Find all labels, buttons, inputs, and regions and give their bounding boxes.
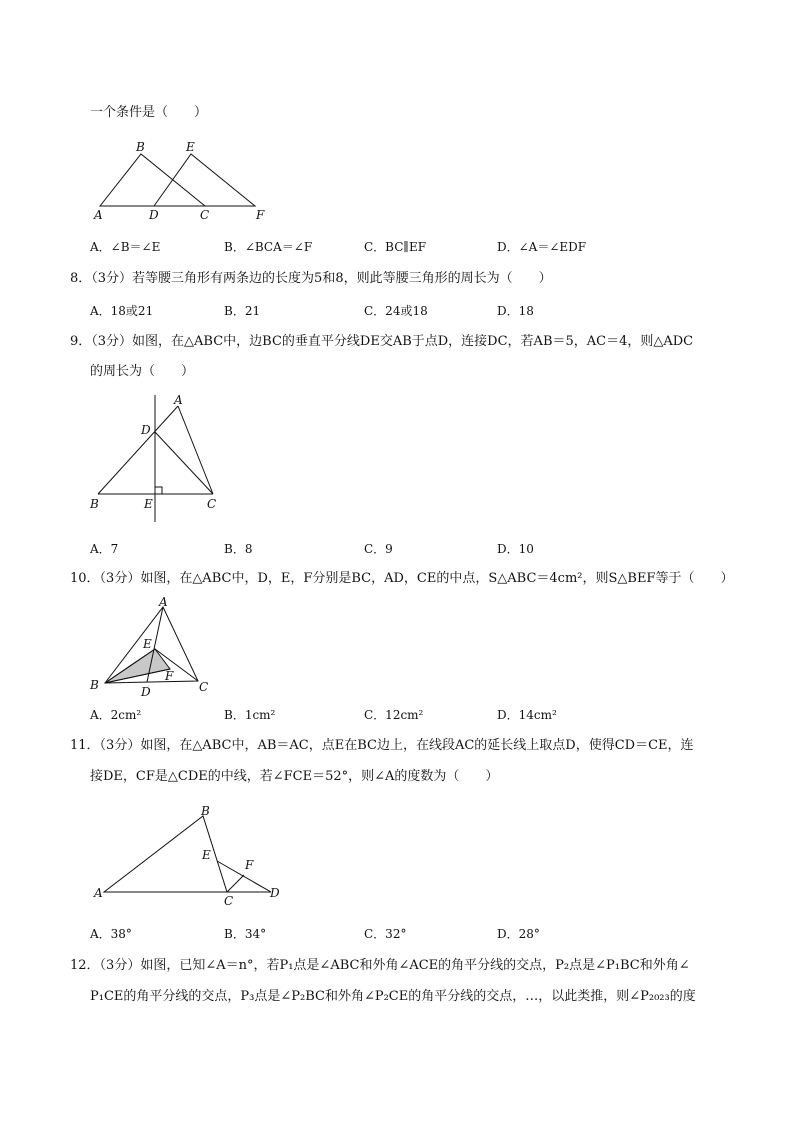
label-D: D	[149, 208, 159, 222]
label-C: C	[200, 208, 210, 222]
q9-option-a[interactable]: A．7	[90, 542, 119, 556]
label-D: D	[141, 423, 151, 437]
q10-option-c[interactable]: C．12cm²	[364, 708, 424, 722]
q8-option-c[interactable]: C．24或18	[364, 304, 428, 318]
label-A: A	[159, 595, 168, 609]
label-A: A	[174, 393, 183, 407]
label-F: F	[256, 208, 265, 222]
q11-option-b[interactable]: B．34°	[224, 927, 267, 941]
q9-option-d[interactable]: D．10	[497, 542, 534, 556]
q9-text-line1: 9．（3分）如图，在△ABC中，边BC的垂直平分线DE交AB于点D，连接DC，若AB＝5，AC＝4，则△ADC	[70, 334, 694, 349]
q10-text: 10．（3分）如图，在△ABC中，D，E，F分别是BC，AD，CE的中点，S△ABC＝4cm²，则S△BEF等于（ ）	[70, 571, 734, 586]
q7-option-c[interactable]: C．BC∥EF	[364, 240, 427, 254]
q7-figure	[90, 135, 290, 225]
q10-option-b[interactable]: B．1cm²	[224, 708, 276, 722]
q11-option-a[interactable]: A．38°	[90, 927, 132, 941]
q9-text-line2: 的周长为（ ）	[90, 364, 195, 379]
q8-text: 8．（3分）若等腰三角形有两条边的长度为5和8，则此等腰三角形的周长为（ ）	[70, 271, 552, 286]
label-B: B	[136, 140, 145, 154]
median-cf	[227, 875, 244, 892]
segment-dc	[155, 432, 213, 494]
q8-option-b[interactable]: B．21	[224, 304, 261, 318]
q11-option-c[interactable]: C．32°	[364, 927, 407, 941]
q7-option-a[interactable]: A．∠B＝∠E	[90, 240, 161, 254]
triangle-def	[154, 154, 255, 206]
q11-text-line1: 11．（3分）如图，在△ABC中，AB＝AC，点E在BC边上，在线段AC的延长线上取点D，使得CD＝CE，连	[70, 738, 694, 753]
label-E: E	[186, 140, 195, 154]
label-B: B	[201, 804, 210, 818]
side-ba	[98, 406, 178, 494]
q7-text: 一个条件是（ ）	[90, 105, 208, 120]
q12-text-line2: P₁CE的角平分线的交点，P₃点是∠P₂BC和外角∠P₂CE的角平分线的交点，…，以此类推，则∠P₂₀₂₃的度	[90, 989, 696, 1004]
label-D: D	[270, 886, 280, 900]
label-E: E	[144, 497, 153, 511]
q10-option-d[interactable]: D．14cm²	[497, 708, 557, 722]
shaded-triangle-bef	[105, 649, 170, 683]
q9-figure	[85, 392, 235, 522]
label-E: E	[202, 848, 211, 862]
q12-text-line1: 12．（3分）如图，已知∠A＝n°，若P₁点是∠ABC和外角∠ACE的角平分线的交点，P₂点是∠P₁BC和外角∠	[70, 958, 690, 973]
label-F: F	[245, 858, 254, 872]
q7-option-b[interactable]: B．∠BCA＝∠F	[224, 240, 313, 254]
label-B: B	[90, 497, 99, 511]
q10-figure	[85, 593, 225, 698]
triangle-abc	[100, 154, 205, 206]
label-E: E	[143, 637, 152, 651]
label-B: B	[90, 678, 99, 692]
label-C: C	[199, 680, 209, 694]
q8-option-a[interactable]: A．18或21	[90, 304, 154, 318]
q9-option-b[interactable]: B．8	[224, 542, 253, 556]
label-A: A	[94, 208, 103, 222]
q11-text-line2: 接DE，CF是△CDE的中线，若∠FCE＝52°，则∠A的度数为（ ）	[90, 769, 499, 784]
label-C: C	[224, 894, 234, 908]
q11-figure	[90, 803, 290, 908]
q7-option-d[interactable]: D．∠A＝∠EDF	[497, 240, 587, 254]
label-F: F	[165, 669, 174, 683]
right-angle-mark	[155, 487, 162, 494]
q8-option-d[interactable]: D．18	[497, 304, 534, 318]
q9-option-c[interactable]: C．9	[364, 542, 393, 556]
label-C: C	[207, 497, 217, 511]
side-ac	[178, 406, 213, 494]
label-A: A	[94, 886, 103, 900]
q10-option-a[interactable]: A．2cm²	[90, 708, 142, 722]
label-D: D	[141, 685, 151, 699]
q11-option-d[interactable]: D．28°	[497, 927, 540, 941]
